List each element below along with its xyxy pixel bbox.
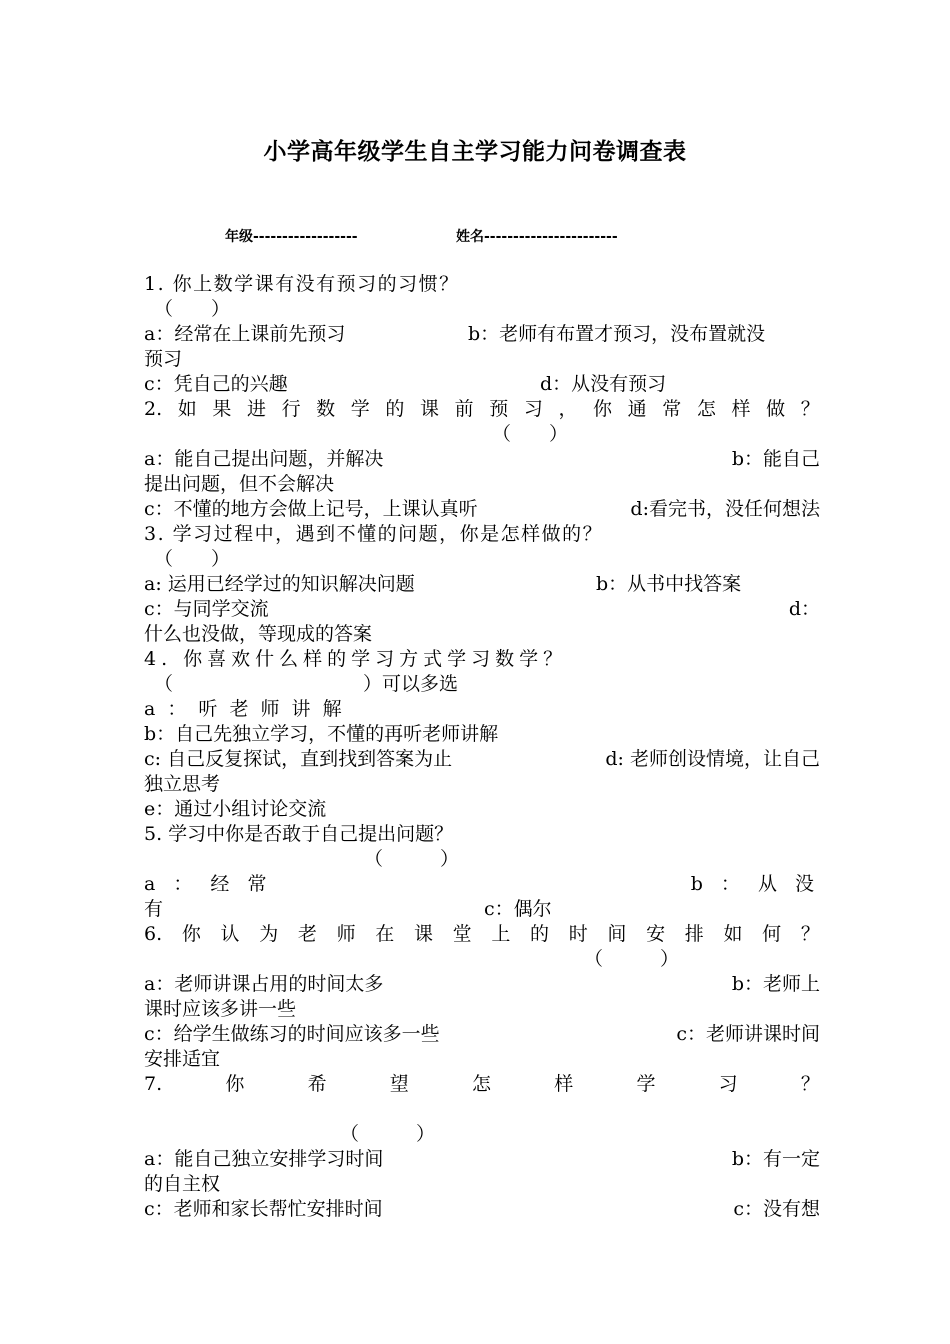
question-6-word: 间 bbox=[607, 923, 627, 945]
grade-field: 年级------------------ bbox=[225, 229, 358, 245]
question-6-word: 师 bbox=[336, 923, 356, 945]
option-c-second: c：老师讲课时间 bbox=[676, 1023, 820, 1045]
option-c-second-cont: 安排适宜 bbox=[144, 1048, 221, 1070]
answer-blank: （ ） bbox=[340, 1123, 436, 1145]
question-2-word: 怎 bbox=[696, 398, 716, 420]
option-c: c：给学生做练习的时间应该多一些 bbox=[144, 1023, 440, 1045]
option-c: c：偶尔 bbox=[484, 898, 552, 920]
option-d: d:看完书，没任何想法 bbox=[630, 498, 820, 520]
question-2-word: 常 bbox=[662, 398, 682, 420]
answer-blank: （ ） bbox=[584, 948, 680, 970]
question-1-text: 1. 你上数学课有没有预习的习惯？ bbox=[144, 273, 460, 295]
option-a: a ： 听 老 师 讲 解 bbox=[144, 698, 345, 720]
question-7 bbox=[144, 1072, 820, 1097]
option-d: c：没有想 bbox=[733, 1198, 820, 1220]
option-b-cont: 有 bbox=[144, 898, 164, 920]
blank-line bbox=[144, 1097, 820, 1122]
option-d: d： bbox=[788, 598, 820, 620]
option-b-cont: 的自主权 bbox=[144, 1173, 221, 1195]
option-a: a：老师讲课占用的时间太多 bbox=[144, 973, 384, 995]
name-field: 姓名----------------------- bbox=[456, 229, 618, 245]
question-4-text: 4. 你喜欢什么样的学习方式学习数学？ bbox=[144, 648, 568, 670]
question-2-word: 前 bbox=[454, 398, 474, 420]
option-d: d: 老师创设情境，让自己 bbox=[605, 748, 820, 770]
question-6-word: 为 bbox=[259, 923, 279, 945]
question-6-options-cc bbox=[144, 1022, 820, 1047]
option-e: e：通过小组讨论交流 bbox=[144, 798, 327, 820]
question-6-word: ？ bbox=[800, 923, 820, 945]
question-2-word: 学 bbox=[350, 398, 370, 420]
answer-blank: （ ）可以多选 bbox=[154, 673, 459, 695]
question-2-word: 如 bbox=[177, 398, 197, 420]
option-b-cont: 提出问题，但不会解决 bbox=[144, 473, 335, 495]
question-6-options-ab bbox=[144, 972, 820, 997]
question-1-answer-line bbox=[144, 297, 820, 322]
question-4 bbox=[144, 647, 820, 672]
question-7-word: 样 bbox=[554, 1073, 574, 1095]
option-b: b：能自己 bbox=[731, 448, 820, 470]
option-d-cont: 独立思考 bbox=[144, 773, 221, 795]
question-2-word: 习 bbox=[523, 398, 543, 420]
question-6-word: 6. bbox=[144, 923, 163, 945]
option-b-cont: 预习 bbox=[144, 348, 183, 370]
question-1 bbox=[144, 272, 820, 297]
question-5-options-bc bbox=[144, 897, 820, 922]
answer-blank: （ ） bbox=[364, 848, 460, 870]
question-7-word: 7. bbox=[144, 1073, 163, 1095]
question-2-word: 果 bbox=[212, 398, 232, 420]
question-2-answer-line bbox=[144, 422, 820, 447]
option-b: b：老师上 bbox=[731, 973, 820, 995]
option-c: c：与同学交流 bbox=[144, 598, 269, 620]
question-5-answer-line bbox=[144, 847, 820, 872]
option-c: c：老师和家长帮忙安排时间 bbox=[144, 1198, 383, 1220]
question-6-word: 如 bbox=[723, 923, 743, 945]
option-a: a ： 经 常 bbox=[144, 873, 273, 895]
question-7-word: 希 bbox=[307, 1073, 327, 1095]
option-d: d：从没有预习 bbox=[540, 373, 667, 395]
question-6-word: 的 bbox=[530, 923, 550, 945]
question-4-option-e-line bbox=[144, 797, 820, 822]
question-2-word: 通 bbox=[627, 398, 647, 420]
option-continuation bbox=[144, 997, 820, 1022]
question-7-answer-line bbox=[144, 1122, 820, 1147]
option-continuation bbox=[144, 347, 820, 372]
answer-blank: （ ） bbox=[492, 423, 569, 445]
question-4-answer-line bbox=[144, 672, 820, 697]
question-6-word: 安 bbox=[646, 923, 666, 945]
answer-blank: （ ） bbox=[154, 298, 231, 320]
question-6-word: 老 bbox=[297, 923, 317, 945]
option-a: a：能自己独立安排学习时间 bbox=[144, 1148, 384, 1170]
question-2 bbox=[144, 397, 820, 422]
question-6-word: 课 bbox=[413, 923, 433, 945]
question-3-options-ab bbox=[144, 572, 820, 597]
question-2-word: 样 bbox=[731, 398, 751, 420]
question-7-options-ab bbox=[144, 1147, 820, 1172]
option-continuation bbox=[144, 772, 820, 797]
question-list bbox=[144, 272, 820, 1222]
option-b: b：自己先独立学习，不懂的再听老师讲解 bbox=[144, 723, 499, 745]
question-2-word: 课 bbox=[420, 398, 440, 420]
option-b-cont: 课时应该多讲一些 bbox=[144, 998, 297, 1020]
question-3-answer-line bbox=[144, 547, 820, 572]
question-2-word: 数 bbox=[316, 398, 336, 420]
question-2-word: ？ bbox=[800, 398, 820, 420]
question-7-options-cd bbox=[144, 1197, 820, 1222]
option-a: a：能自己提出问题，并解决 bbox=[144, 448, 384, 470]
option-c: c: 自己反复探试，直到找到答案为止 bbox=[144, 748, 453, 770]
option-b: b：从书中找答案 bbox=[596, 573, 742, 595]
option-b: b：老师有布置才预习，没布置就没 bbox=[468, 323, 766, 345]
question-3-text: 3. 学习过程中，遇到不懂的问题，你是怎样做的？ bbox=[144, 523, 604, 545]
question-5 bbox=[144, 822, 820, 847]
question-2-word: 你 bbox=[593, 398, 613, 420]
question-6-word: 时 bbox=[568, 923, 588, 945]
option-d-cont: 什么也没做，等现成的答案 bbox=[144, 623, 373, 645]
option-continuation bbox=[144, 1172, 820, 1197]
question-1-options-cd bbox=[144, 372, 820, 397]
question-2-word: 做 bbox=[766, 398, 786, 420]
option-a: a：经常在上课前先预习 bbox=[144, 323, 346, 345]
question-7-word: 习 bbox=[718, 1073, 738, 1095]
question-4-option-b-line bbox=[144, 722, 820, 747]
option-continuation bbox=[144, 622, 820, 647]
question-2-word: 行 bbox=[281, 398, 301, 420]
question-6 bbox=[144, 922, 820, 947]
question-6-word: 在 bbox=[375, 923, 395, 945]
question-7-word: ？ bbox=[800, 1073, 820, 1095]
question-7-word: 望 bbox=[389, 1073, 409, 1095]
question-4-options-cd bbox=[144, 747, 820, 772]
question-3 bbox=[144, 522, 820, 547]
question-2-word: 2. bbox=[144, 398, 163, 420]
option-b: b：有一定 bbox=[731, 1148, 820, 1170]
question-6-word: 你 bbox=[181, 923, 201, 945]
question-7-word: 学 bbox=[636, 1073, 656, 1095]
option-c: c：不懂的地方会做上记号，上课认真听 bbox=[144, 498, 478, 520]
question-7-word: 你 bbox=[225, 1073, 245, 1095]
question-2-options-ab bbox=[144, 447, 820, 472]
option-b: b ： 从 没 bbox=[690, 873, 820, 895]
question-2-word: 进 bbox=[246, 398, 266, 420]
question-2-options-cd bbox=[144, 497, 820, 522]
question-6-word: 何 bbox=[762, 923, 782, 945]
question-3-options-cd bbox=[144, 597, 820, 622]
question-1-options-ab bbox=[144, 322, 820, 347]
question-6-word: 堂 bbox=[452, 923, 472, 945]
question-6-word: 认 bbox=[220, 923, 240, 945]
option-c: c：凭自己的兴趣 bbox=[144, 373, 288, 395]
question-5-options-ab bbox=[144, 872, 820, 897]
question-2-word: ， bbox=[558, 398, 578, 420]
question-4-option-a-line bbox=[144, 697, 820, 722]
option-a: a: 运用已经学过的知识解决问题 bbox=[144, 573, 415, 595]
question-6-word: 排 bbox=[684, 923, 704, 945]
option-continuation bbox=[144, 1047, 820, 1072]
option-continuation bbox=[144, 472, 820, 497]
answer-blank: （ ） bbox=[154, 548, 231, 570]
question-7-word: 怎 bbox=[472, 1073, 492, 1095]
question-2-word: 预 bbox=[489, 398, 509, 420]
question-6-answer-line bbox=[144, 947, 820, 972]
question-2-word: 的 bbox=[385, 398, 405, 420]
page-title: 小学高年级学生自主学习能力问卷调查表 bbox=[263, 139, 687, 165]
question-6-word: 上 bbox=[491, 923, 511, 945]
question-5-text: 5. 学习中你是否敢于自己提出问题？ bbox=[144, 823, 454, 845]
